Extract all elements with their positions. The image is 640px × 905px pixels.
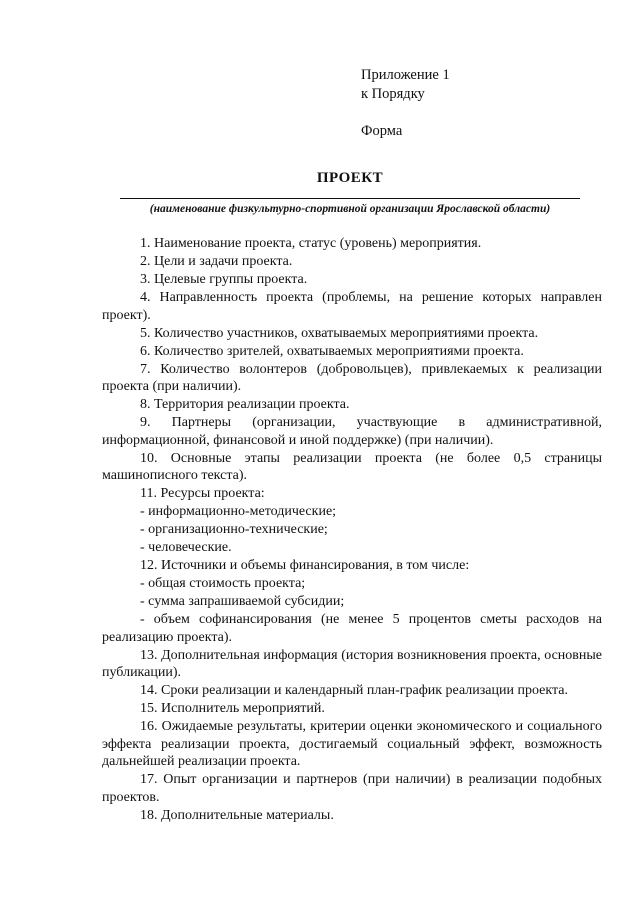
list-item: 8. Территория реализации проекта. [140, 397, 350, 412]
list-item: 1. Наименование проекта, статус (уровень) мероприятия. [140, 236, 482, 251]
list-item: 17. Опыт организации и партнеров (при наличии) в реализации подобных проектов. [102, 772, 602, 805]
list-subitem: - сумма запрашиваемой субсидии; [140, 594, 345, 609]
appendix-reference: к Порядку [361, 86, 425, 102]
list-item: 5. Количество участников, охватываемых мероприятиями проекта. [140, 325, 539, 341]
list-item: 15. Исполнитель мероприятий. [140, 701, 325, 716]
list-item: 12. Источники и объемы финансирования, в том числе: [140, 558, 470, 573]
list-item: 3. Целевые группы проекта. [140, 272, 308, 287]
list-item: 6. Количество зрителей, охватываемых мероприятиями проекта. [140, 343, 524, 359]
org-name-line [120, 198, 580, 199]
org-name-caption: (наименование физкультурно-спортивной организации Ярославской области) [149, 203, 551, 215]
list-subitem: - информационно-методические; [140, 504, 337, 519]
form-label: Форма [361, 123, 403, 139]
page-title: ПРОЕКТ [316, 170, 384, 186]
list-item: 10. Основные этапы реализации проекта (не более 0,5 страницы машинописного текста). [102, 450, 602, 483]
list-subitem: - объем софинансирования (не менее 5 процентов сметы расходов на реализацию проекта). [102, 612, 602, 645]
list-item: 16. Ожидаемые результаты, критерии оценки экономического и социального эффекта реализации проекта, достигаемый социальный эффект, возможность дальнейшей реализации проекта. [102, 719, 602, 769]
list-item: 14. Сроки реализации и календарный план-график реализации проекта. [140, 683, 568, 698]
list-subitem: - организационно-технические; [140, 522, 328, 537]
list-subitem: - общая стоимость проекта; [140, 576, 306, 591]
list-item: 7. Количество волонтеров (добровольцев), привлекаемых к реализации проекта (при наличии). [102, 361, 602, 394]
appendix-number: Приложение 1 [361, 67, 450, 83]
list-item: 2. Цели и задачи проекта. [140, 254, 293, 269]
list-item: 18. Дополнительные материалы. [140, 807, 334, 823]
list-subitem: - человеческие. [140, 540, 232, 555]
list-item: 13. Дополнительная информация (история возникновения проекта, основные публикации). [102, 647, 602, 680]
list-item: 9. Партнеры (организации, участвующие в административной, информационной, финансовой и иной поддержке) (при наличии). [102, 415, 602, 448]
list-item: 11. Ресурсы проекта: [140, 486, 265, 501]
project-items-list [102, 235, 602, 825]
list-item: 4. Направленность проекта (проблемы, на решение которых направлен проект). [102, 290, 602, 323]
appendix-block [361, 66, 450, 141]
